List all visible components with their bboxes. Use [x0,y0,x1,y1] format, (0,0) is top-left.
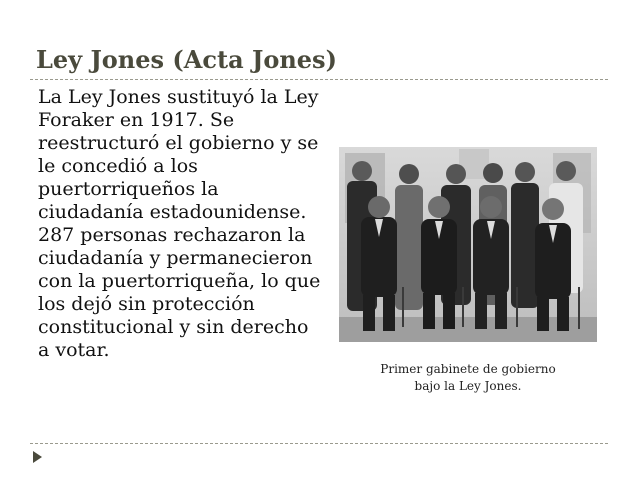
triangle-right-icon [33,451,42,463]
cabinet-photo-drawing [339,147,597,342]
slide-title: Ley Jones (Acta Jones) [36,45,337,74]
photo-caption [348,361,588,395]
title-divider [30,79,608,80]
body-paragraph: La Ley Jones sustituyó la Ley Foraker en 1917. Se reestructuró el gobierno y se le concedió a los puertorriqueños la ciudadanía estadounidense. 287 personas rechazaron la ciudadanía y permanecieron con la puertorriqueña, lo que los dejó sin protección constitucional y sin derecho a votar. [38,86,321,361]
cabinet-photo [339,147,597,342]
footer-divider [30,443,608,444]
caption-line-2: bajo la Ley Jones. [414,379,522,393]
caption-line-1: Primer gabinete de gobierno [380,362,556,376]
